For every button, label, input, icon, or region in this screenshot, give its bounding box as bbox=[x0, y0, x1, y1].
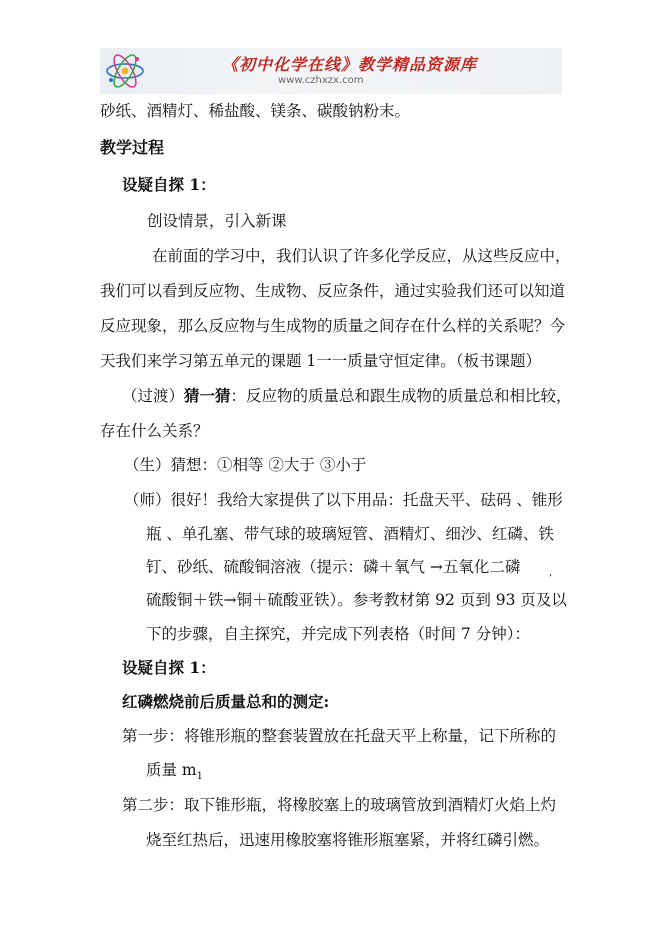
teacher-line-3: 钉、砂纸、硫酸铜溶液（提示：磷＋氧气 →五氧化二磷 bbox=[146, 558, 521, 576]
step-1-line-2 bbox=[146, 760, 203, 787]
para-line-2: 我们可以看到反应物、生成物、反应条件，通过实验我们还可以知道 bbox=[100, 282, 566, 300]
banner-title: 《初中化学在线》教学精品资源库 bbox=[222, 55, 478, 74]
header-banner bbox=[100, 48, 562, 94]
para-line-3: 反应现象，那么反应物与生成物的质量之间存在什么样的关系呢？今 bbox=[100, 317, 566, 335]
transition-label: （过渡） bbox=[122, 387, 185, 405]
atom-logo-icon bbox=[102, 50, 148, 92]
transition-question: ：反应物的质量总和跟生成物的质量总和相比较， bbox=[230, 387, 572, 405]
teacher-line-3-mark: , bbox=[549, 567, 553, 578]
section-heading: 教学过程 bbox=[100, 138, 165, 157]
transition-line bbox=[122, 386, 572, 406]
banner-url: www.czhxzx.com bbox=[278, 75, 364, 86]
mass-label: 质量 m bbox=[146, 761, 197, 779]
materials-line: 砂纸、酒精灯、稀盐酸、镁条、碳酸钠粉末。 bbox=[100, 102, 411, 120]
teacher-line-4: 硫酸铜＋铁→铜＋硫酸亚铁）。参考教材第 92 页到 93 页及以 bbox=[146, 591, 567, 609]
intro-line: 创设情景，引入新课 bbox=[147, 212, 287, 230]
transition-line-2: 存在什么关系？ bbox=[100, 422, 209, 440]
mass-subscript: 1 bbox=[196, 771, 203, 783]
step-2-line-1: 第二步：取下锥形瓶，将橡胶塞上的玻璃管放到酒精灯火焰上灼 bbox=[122, 796, 557, 814]
guess-label: 猜一猜 bbox=[184, 386, 231, 405]
subheading-explore-1: 设疑自探 1： bbox=[122, 175, 216, 194]
teacher-line-2: 瓶 、单孔塞、带气球的玻璃短管、酒精灯、细沙、红磷、铁 bbox=[146, 525, 554, 543]
step-1-line-1: 第一步：将锥形瓶的整套装置放在托盘天平上称量，记下所称的 bbox=[122, 727, 557, 745]
student-guess-line: （生）猜想：①相等 ②大于 ③小于 bbox=[124, 456, 367, 474]
teacher-line-1: （师）很好！我给大家提供了以下用品：托盘天平、砝码 、锥形 bbox=[124, 491, 563, 509]
subheading-explore-1b: 设疑自探 1： bbox=[122, 658, 216, 677]
step-2-line-2: 烧至红热后，迅速用橡胶塞将锥形瓶塞紧，并将红磷引燃。 bbox=[146, 831, 550, 849]
teacher-line-5: 下的步骤，自主探究，并完成下列表格（时间 7 分钟）： bbox=[146, 625, 530, 643]
para-line-1: 在前面的学习中，我们认识了许多化学反应，从这些反应中， bbox=[152, 247, 571, 265]
para-line-4: 天我们来学习第五单元的课题 1一一质量守恒定律。（板书课题） bbox=[100, 352, 542, 370]
red-phosphorus-heading: 红磷燃烧前后质量总和的测定: bbox=[122, 692, 330, 711]
